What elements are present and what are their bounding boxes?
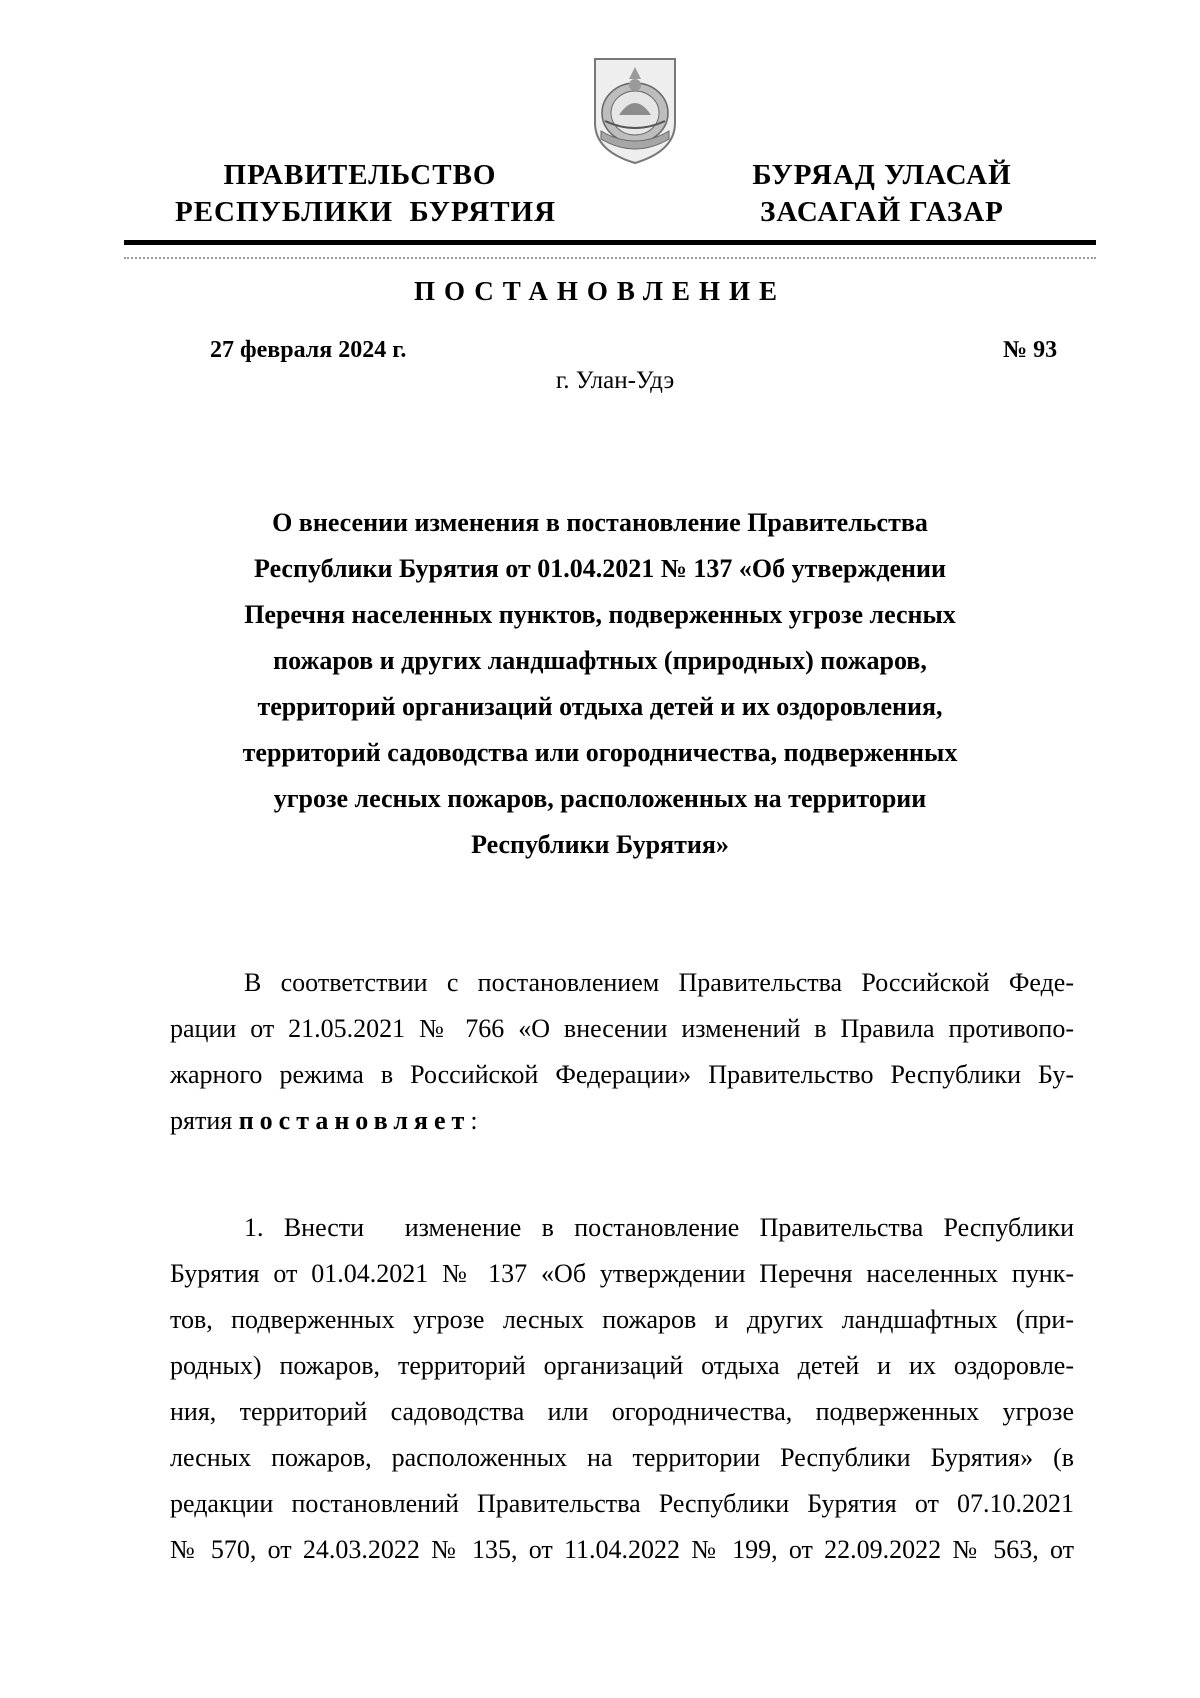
org-bua-line-2: ЗАСАГАЙ ГАЗАР	[760, 196, 1004, 228]
paragraph-line: № 570, от 24.03.2022 № 135, от 11.04.2022 № 199, от 22.09.2022 № 563, от	[170, 1535, 1074, 1564]
header-divider-thick	[124, 240, 1096, 245]
paragraph-line: лесных пожаров, расположенных на территории Республики Бурятия» (в	[170, 1443, 1074, 1472]
preamble-line-4-prefix: рятия	[170, 1106, 239, 1135]
resolves-word: постановляет	[238, 1106, 471, 1135]
document-city: г. Улан-Удэ	[555, 367, 675, 394]
item-1-paragraph	[170, 1205, 1074, 1573]
paragraph-line: рации от 21.05.2021 № 766 «О внесении изменений в Правила противопо-	[170, 1014, 1074, 1043]
title-line: угрозе лесных пожаров, расположенных на территории	[273, 784, 927, 813]
document-title	[200, 500, 1000, 868]
organization-name-buryat	[752, 157, 1012, 231]
title-line: Республики Бурятия»	[471, 830, 729, 859]
paragraph-line	[170, 1205, 1074, 1251]
title-line: территорий организаций отдыха детей и их оздоровления,	[257, 692, 943, 721]
item-1-line-1: 1. Внести изменение в постановление Правительства Республики	[244, 1213, 1074, 1242]
organization-name-russian	[175, 157, 557, 231]
preamble-line-1: В соответствии с постановлением Правительства Российской Феде-	[244, 968, 1074, 997]
document-number: № 93	[1003, 337, 1058, 363]
title-line: территорий садоводства или огородничества, подверженных	[242, 738, 958, 767]
coat-of-arms-icon	[589, 55, 681, 167]
title-line: пожаров и других ландшафтных (природных) пожаров,	[273, 646, 927, 675]
preamble-line-4-suffix: :	[470, 1106, 478, 1135]
title-line: Республики Бурятия от 01.04.2021 № 137 «Об утверждении	[254, 554, 946, 583]
paragraph-line	[170, 960, 1074, 1006]
org-bua-line-1: БУРЯАД УЛАСАЙ	[752, 159, 1012, 191]
paragraph-line: тов, подверженных угрозе лесных пожаров и других ландшафтных (при-	[170, 1305, 1074, 1334]
title-line: О внесении изменения в постановление Правительства	[272, 508, 928, 537]
paragraph-line: редакции постановлений Правительства Республики Бурятия от 07.10.2021	[170, 1489, 1074, 1518]
header-divider-thin	[124, 257, 1096, 259]
paragraph-line: Бурятия от 01.04.2021 № 137 «Об утверждении Перечня населенных пунк-	[170, 1259, 1074, 1288]
title-line: Перечня населенных пунктов, подверженных угрозе лесных	[244, 600, 956, 629]
paragraph-line: жарного режима в Российской Федерации» Правительство Республики Бу-	[170, 1060, 1074, 1089]
org-ru-line-2: РЕСПУБЛИКИ БУРЯТИЯ	[175, 196, 557, 228]
paragraph-line	[170, 1098, 1074, 1144]
paragraph-line: родных) пожаров, территорий организаций отдыха детей и их оздоровле-	[170, 1351, 1074, 1380]
preamble-paragraph	[170, 960, 1074, 1144]
document-type-title: ПОСТАНОВЛЕНИЕ	[413, 276, 787, 306]
paragraph-line: ния, территорий садоводства или огородничества, подверженных угрозе	[170, 1397, 1074, 1426]
document-date: 27 февраля 2024 г.	[210, 337, 407, 363]
org-ru-line-1: ПРАВИТЕЛЬСТВО	[223, 159, 497, 191]
